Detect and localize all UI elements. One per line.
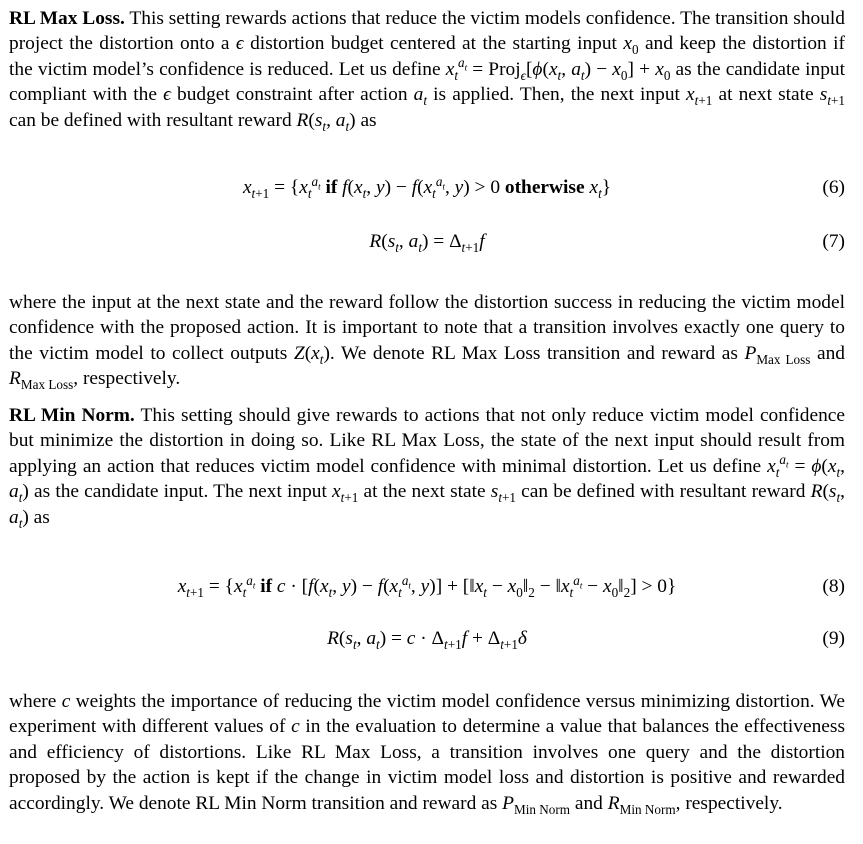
equation-8-number: (8)	[822, 576, 845, 597]
equation-6-number: (6)	[822, 177, 845, 198]
section-heading-rl-min-norm: RL Min Norm.	[9, 405, 135, 426]
equation-8-body: $x_{t+1} = \{x_t^{a_t}$ if $c \cdot [f(x_t$, $y) - f(x_t^{a_t}$, $y)] + [‖x_t$ − $x_0‖_2$ − $‖x_t^{a_t}$ − $x_0‖_2] > 0$}	[177, 572, 677, 600]
equation-9-body: $R(s_t$, $a_t) = c \cdot \Delta_{t+1}f + \Delta_{t+1}\delta$	[327, 628, 527, 652]
rl-min-norm-intro: This setting should give rewards to actions that not only reduce victim model confidence but minimize the distortion in doing so. Like RL Max Loss, the state of the next input should result from applying an action that reduces victim model confidence with minimal distortion. Let us define $x_t^{a_t} = \phi(x_t$, $a_t$) as the candidate input. The next input $x_{t+1}$ at the next state $s_{t+1}$ can be defined with resultant reward $R(s_t$, $a_t$) as	[9, 405, 846, 531]
section-heading-rl-max-loss: RL Max Loss.	[9, 8, 125, 29]
rl-max-loss-intro: This setting rewards actions that reduce the victim models confidence. The transition should project the distortion onto a ϵ distortion budget centered at the starting input $x_0$ and keep the distortion if the victim model’s confidence is reduced. Let us define $x_t^{a_t}$ = $Proj_\epsilon[\phi(x_t$, $a_t) - x_0] + x_0$ as the candidate input compliant with the ϵ budget constraint after action $a_t$ is applied. Then, the next input $x_{t+1}$ at next state $s_{t+1}$ can be defined with resultant reward $R(s_t$, $a_t$) as	[9, 8, 846, 134]
paragraph-rl-max-loss-after: where the input at the next state and the reward follow the distortion success in reducing the victim model confidence with the proposed action. It is important to note that a transition involves exactly one query to the victim model to collect outputs $Z(x_t)$. We denote RL Max Loss transition and reward as $P_{Max Loss}$ and $R_{Max Loss}$, respectively.	[9, 292, 845, 393]
paragraph-rl-min-norm-after: where c weights the importance of reducing the victim model confidence versus minimizing distortion. We experiment with different values of c in the evaluation to determine a value that balances the effectiveness and efficiency of distortions. Like RL Max Loss, a transition involves one query and the distortion proposed by the action is kept if the change in victim model loss and distortion is positive and rewarded accordingly. We denote RL Min Norm transition and reward as $P_{Min Norm}$ and $R_{Min Norm}$, respectively.	[9, 691, 845, 817]
equation-7-body: $R(s_t$, $a_t) = \Delta_{t+1}f$	[369, 231, 485, 255]
equation-9	[9, 628, 845, 654]
paragraph-rl-min-norm	[9, 403, 845, 530]
equation-6-body: $x_{t+1} = \{x_t^{a_t}$ if $f(x_t$, $y) - f(x_t^{a_t}$, y) > 0 otherwise $x_t$}	[242, 173, 612, 201]
equation-6	[9, 173, 845, 203]
paragraph-rl-max-loss	[9, 6, 845, 133]
equation-8	[9, 572, 845, 602]
equation-7	[9, 231, 845, 257]
equation-7-number: (7)	[822, 231, 845, 252]
equation-9-number: (9)	[822, 628, 845, 649]
